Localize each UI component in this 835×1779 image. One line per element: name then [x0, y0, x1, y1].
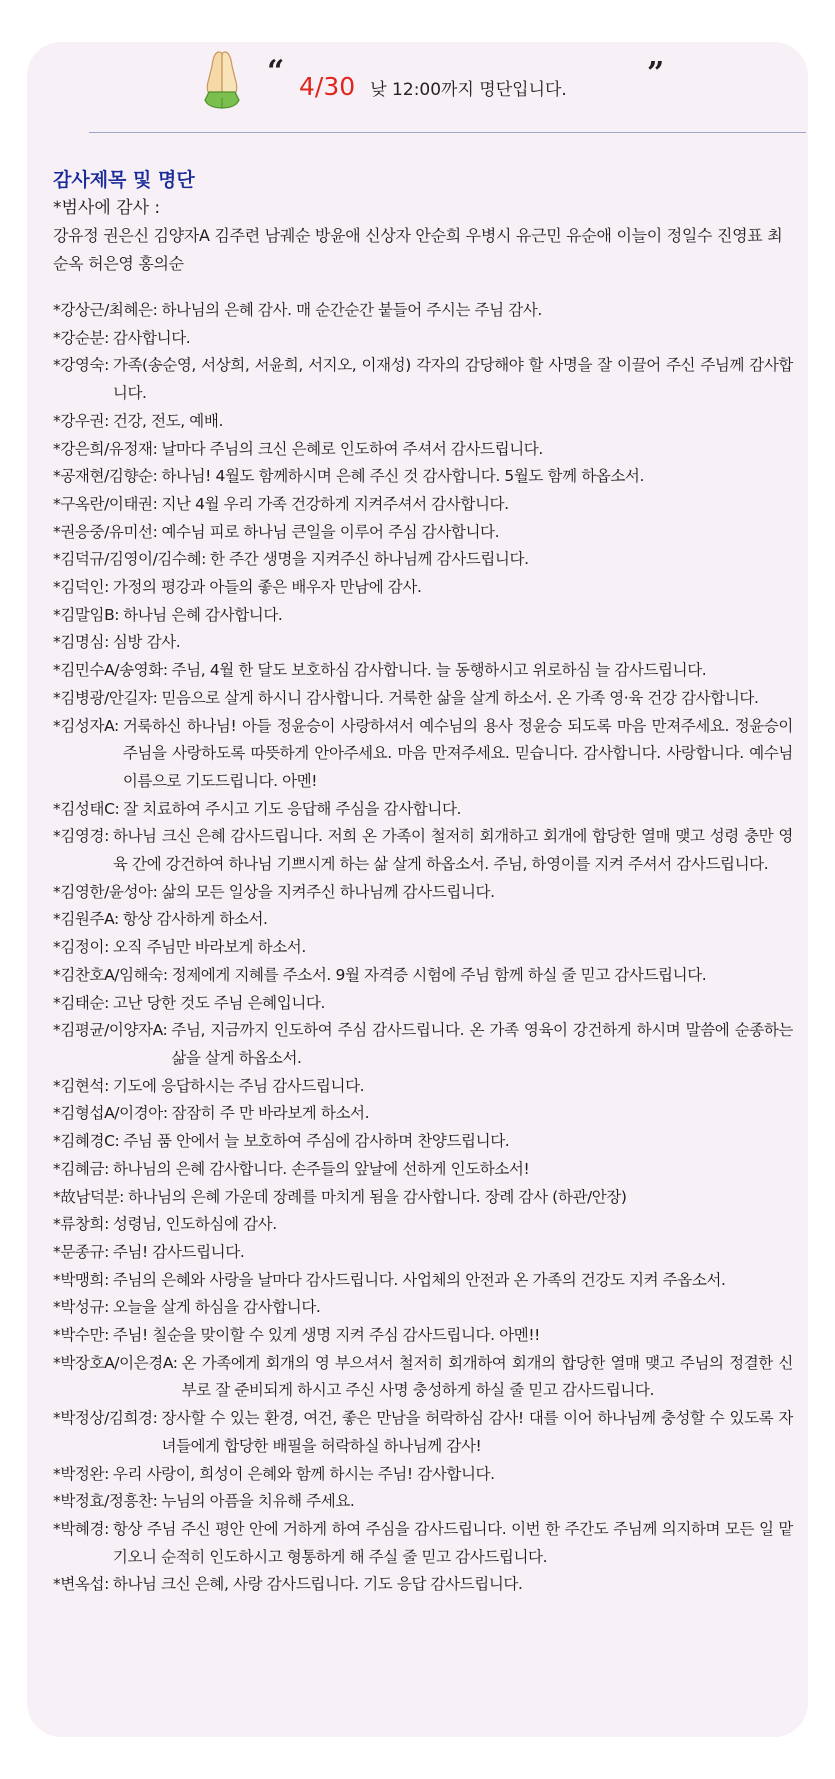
prayer-entry-name: *강우권:	[53, 411, 109, 430]
prayer-entry-name: *김말임B:	[53, 605, 120, 624]
prayer-entry	[53, 491, 793, 519]
prayer-entry-name: *강상근/최혜은:	[53, 301, 158, 319]
prayer-entry-text: 하나님! 4월도 함께하시며 은혜 주신 것 감사합니다. 5월도 함께 하옵소서.	[161, 467, 645, 486]
prayer-entry	[53, 463, 793, 491]
prayer-entry-text: 가정의 평강과 아들의 좋은 배우자 만남에 감사.	[112, 578, 422, 597]
prayer-entry-name: *김영경:	[53, 827, 109, 846]
prayer-entry-name: *김태순:	[53, 993, 109, 1012]
prayer-entry-text: 성령님, 인도하심에 감사.	[112, 1215, 277, 1234]
prayer-entry	[53, 519, 793, 547]
prayer-entry	[53, 546, 793, 574]
prayer-entry-text: 온 가족에게 회개의 영 부으셔서 철저히 회개하여 회개의 합당한 열매 맺고 주님의 정결한 신부로 잘 준비되게 하시고 주신 사명 충성하게 하실 줄 믿고 감사드립니다.	[181, 1353, 793, 1400]
general-thanks-heading: *범사에 감사 :	[53, 198, 161, 218]
prayer-entry-text: 우리 사랑이, 희성이 은혜와 함께 하시는 주님! 감사합니다.	[112, 1464, 495, 1483]
card-header	[27, 42, 808, 134]
prayer-entry-name: *김혜경C:	[53, 1132, 120, 1151]
prayer-entry-text: 누님의 아픔을 치유해 주세요.	[161, 1492, 355, 1511]
prayer-entry	[53, 906, 793, 934]
prayer-entry	[53, 574, 793, 602]
prayer-entry	[53, 1322, 793, 1350]
open-quote-mark: “	[267, 54, 285, 89]
prayer-entry-name: *김혜금:	[53, 1159, 109, 1178]
prayer-entry-name: *강순분:	[53, 328, 109, 347]
prayer-entry-text: 믿음으로 살게 하시니 감사합니다. 거룩한 삶을 살게 하소서. 온 가족 영·육 건강 감사합니다.	[161, 688, 759, 707]
prayer-entry-text: 잠잠히 주 만 바라보게 하소서.	[171, 1104, 370, 1123]
prayer-entry-name: *김형섭A/이경아:	[53, 1104, 168, 1123]
prayer-entry-name: *강은희/유정재:	[53, 439, 158, 458]
prayer-entry-text: 오늘을 살게 하심을 감사합니다.	[112, 1298, 321, 1317]
prayer-entry	[53, 934, 793, 962]
prayer-entry-name: *문종규:	[53, 1242, 109, 1261]
prayer-entry-text: 하나님 크신 은혜 감사드립니다. 저희 온 가족이 철저히 회개하고 회개에 합당한 열매 맺고 성령 충만 영육 간에 강건하여 하나님 기쁘시게 하는 삶 살게 하옵소서. 주님, 하영이를 지켜 주셔서 감사드립니다.	[112, 827, 793, 874]
prayer-entry-text: 하나님 크신 은혜, 사랑 감사드립니다. 기도 응답 감사드립니다.	[112, 1575, 523, 1594]
prayer-entry-name: *故남덕분:	[53, 1187, 124, 1206]
prayer-entry-text: 건강, 전도, 예배.	[112, 411, 223, 430]
prayer-entry-name: *김병광/안길자:	[53, 688, 158, 707]
prayer-entry-text: 주님의 은혜와 사랑을 날마다 감사드립니다. 사업체의 안전과 온 가족의 건강도 지켜 주옵소서.	[112, 1270, 726, 1289]
prayer-entry	[53, 1128, 793, 1156]
prayer-entry-name: *박정효/정흥찬:	[53, 1492, 158, 1511]
prayer-entry-text: 날마다 주님의 크신 은혜로 인도하여 주셔서 감사드립니다.	[161, 439, 543, 458]
prayer-entry	[53, 1156, 793, 1184]
prayer-entry	[53, 1488, 793, 1516]
prayer-entry	[53, 629, 793, 657]
prayer-entry	[53, 1239, 793, 1267]
prayer-entry-name: *김영한/윤성아:	[53, 882, 158, 901]
prayer-entry-text: 가족(송순영, 서상희, 서윤희, 서지오, 이재성) 각자의 감당해야 할 사명을 잘 이끌어 주신 주님께 감사합니다.	[112, 356, 793, 403]
prayer-entry	[53, 1017, 793, 1072]
prayer-entry-text: 주님! 감사드립니다.	[112, 1242, 245, 1261]
prayer-entry-name: *김현석:	[53, 1076, 109, 1095]
prayer-content	[53, 166, 793, 1599]
prayer-entry	[53, 990, 793, 1018]
prayer-entry-name: *김성태C:	[53, 799, 120, 818]
prayer-entry	[53, 796, 793, 824]
prayer-entry	[53, 1461, 793, 1489]
prayer-entry-text: 잘 치료하여 주시고 기도 응답해 주심을 감사합니다.	[123, 799, 462, 818]
prayer-entry-name: *김민수A/송영화:	[53, 661, 168, 680]
prayer-entry	[53, 1267, 793, 1295]
prayer-entry	[53, 1571, 793, 1599]
prayer-entry-text: 고난 당한 것도 주님 은혜입니다.	[112, 993, 325, 1012]
prayer-entry-text: 하나님의 은혜 감사합니다. 손주들의 앞날에 선하게 인도하소서!	[112, 1159, 530, 1178]
prayer-entry-name: *박수만:	[53, 1326, 109, 1345]
prayer-entry-name: *김평균/이양자A:	[53, 1021, 168, 1040]
prayer-entry-text: 오직 주님만 바라보게 하소서.	[112, 938, 306, 957]
prayer-entry-name: *공재현/김향순:	[53, 467, 158, 486]
prayer-entry-text: 장사할 수 있는 환경, 여건, 좋은 만남을 허락하심 감사! 대를 이어 하나님께 충성할 수 있도록 자녀들에게 합당한 배필을 허락하실 하나님께 감사!	[161, 1409, 793, 1455]
prayer-entry-text: 하나님의 은혜 감사. 매 순간순간 붙들어 주시는 주님 감사.	[161, 301, 542, 319]
prayer-entry-name: *박혜경:	[53, 1519, 109, 1538]
prayer-entry-text: 지난 4월 우리 가족 건강하게 지켜주셔서 감사합니다.	[161, 494, 509, 513]
prayer-entry-text: 심방 감사.	[112, 633, 181, 652]
prayer-entry-name: *김찬호A/임해숙:	[53, 965, 168, 984]
prayer-entry	[53, 1211, 793, 1239]
prayer-card	[27, 42, 808, 1737]
praying-hands-icon	[195, 48, 247, 110]
general-thanks-names: 강유정 권은신 김양자A 김주련 남궤순 방윤애 신상자 안순희 우병시 유근민 유순애 이늘이 정일수 진영표 최순옥 허은영 홍의순	[53, 226, 783, 273]
prayer-entry	[53, 602, 793, 630]
prayer-entry-text: 주님, 4월 한 달도 보호하심 감사합니다. 늘 동행하시고 위로하심 늘 감사드립니다.	[171, 661, 707, 680]
prayer-entry-name: *김성자A:	[53, 716, 119, 735]
prayer-entry	[53, 325, 793, 353]
prayer-entry-name: *김덕인:	[53, 578, 109, 597]
prayer-entry-text: 주님 품 안에서 늘 보호하여 주심에 감사하며 찬양드립니다.	[123, 1132, 510, 1151]
prayer-entry-text: 항상 감사하게 하소서.	[122, 910, 268, 929]
prayer-entry	[53, 352, 793, 407]
prayer-entry	[53, 408, 793, 436]
header-divider	[89, 132, 806, 133]
section-title: 감사제목 및 명단	[53, 169, 195, 191]
prayer-entry-text: 거룩하신 하나님! 아들 정윤승이 사랑하셔서 예수님의 용사 정윤승 되도록 마음 만져주세요. 정윤승이 주님을 사랑하도록 따뜻하게 안아주세요. 마음 만져주세요. 믿습니다. 감사합니다. 사랑합니다. 예수님 이름으로 기도드립니다. 아멘!	[122, 716, 793, 790]
prayer-entry-name: *김정이:	[53, 938, 109, 957]
prayer-entry	[53, 1073, 793, 1101]
prayer-entry-text: 항상 주님 주신 평안 안에 거하게 하여 주심을 감사드립니다. 이번 한 주간도 주님께 의지하며 모든 일 맡기오니 순적히 인도하시고 형통하게 해 주실 줄 믿고 감사드립니다.	[112, 1519, 793, 1566]
prayer-entry-name: *김덕규/김영이/김수혜:	[53, 550, 206, 569]
prayer-entry	[53, 713, 793, 796]
prayer-entry-name: *박성규:	[53, 1298, 109, 1317]
deadline-text: 낮 12:00까지 명단입니다.	[370, 80, 567, 100]
prayer-entry-name: *강영숙:	[53, 356, 109, 375]
prayer-entry	[53, 657, 793, 685]
prayer-entry-text: 기도에 응답하시는 주님 감사드립니다.	[112, 1076, 365, 1095]
prayer-entry	[53, 1100, 793, 1128]
close-quote-mark: ”	[647, 56, 665, 91]
prayer-entry-name: *구옥란/이태권:	[53, 494, 158, 513]
prayer-entry	[53, 685, 793, 713]
prayer-entry-list	[53, 297, 793, 1599]
prayer-entry	[53, 297, 793, 325]
prayer-entry-text: 정제에게 지혜를 주소서. 9월 자격증 시험에 주님 함께 하실 줄 믿고 감사드립니다.	[171, 965, 707, 984]
prayer-entry	[53, 1184, 793, 1212]
prayer-entry	[53, 823, 793, 878]
prayer-entry-text: 예수님 피로 하나님 큰일을 이루어 주심 감사합니다.	[161, 522, 500, 541]
prayer-entry	[53, 1516, 793, 1571]
prayer-entry-name: *박정상/김희경:	[53, 1409, 158, 1428]
prayer-entry-name: *박장호A/이은경A:	[53, 1353, 178, 1372]
prayer-entry-name: *류창희:	[53, 1215, 109, 1234]
prayer-entry-text: 한 주간 생명을 지켜주신 하나님께 감사드립니다.	[209, 550, 529, 569]
prayer-entry	[53, 962, 793, 990]
prayer-entry	[53, 436, 793, 464]
prayer-entry	[53, 879, 793, 907]
prayer-entry-name: *권응중/유미선:	[53, 522, 158, 541]
prayer-entry-text: 삶의 모든 일상을 지켜주신 하나님께 감사드립니다.	[161, 882, 495, 901]
prayer-entry	[53, 1405, 793, 1460]
prayer-entry-name: *박정완:	[53, 1464, 109, 1483]
prayer-entry-text: 하나님 은혜 감사합니다.	[123, 605, 283, 624]
prayer-entry-name: *김명심:	[53, 633, 109, 652]
prayer-entry	[53, 1294, 793, 1322]
deadline-date: 4/30	[299, 72, 356, 101]
prayer-entry-text: 감사합니다.	[112, 328, 191, 347]
prayer-entry-name: *김원주A:	[53, 910, 119, 929]
prayer-entry-text: 주님, 지금까지 인도하여 주심 감사드립니다. 온 가족 영육이 강건하게 하시며 말씀에 순종하는 삶을 살게 하옵소서.	[171, 1021, 793, 1067]
prayer-entry-name: *변옥섭:	[53, 1575, 109, 1594]
prayer-entry	[53, 1350, 793, 1405]
prayer-entry-text: 주님! 칠순을 맞이할 수 있게 생명 지켜 주심 감사드립니다. 아멘!!	[112, 1326, 540, 1345]
prayer-entry-text: 하나님의 은혜 가운데 장례를 마치게 됨을 감사합니다. 장례 감사 (하관/안장)	[128, 1187, 627, 1206]
deadline-notice	[299, 72, 567, 101]
prayer-entry-name: *박맹희:	[53, 1270, 109, 1289]
